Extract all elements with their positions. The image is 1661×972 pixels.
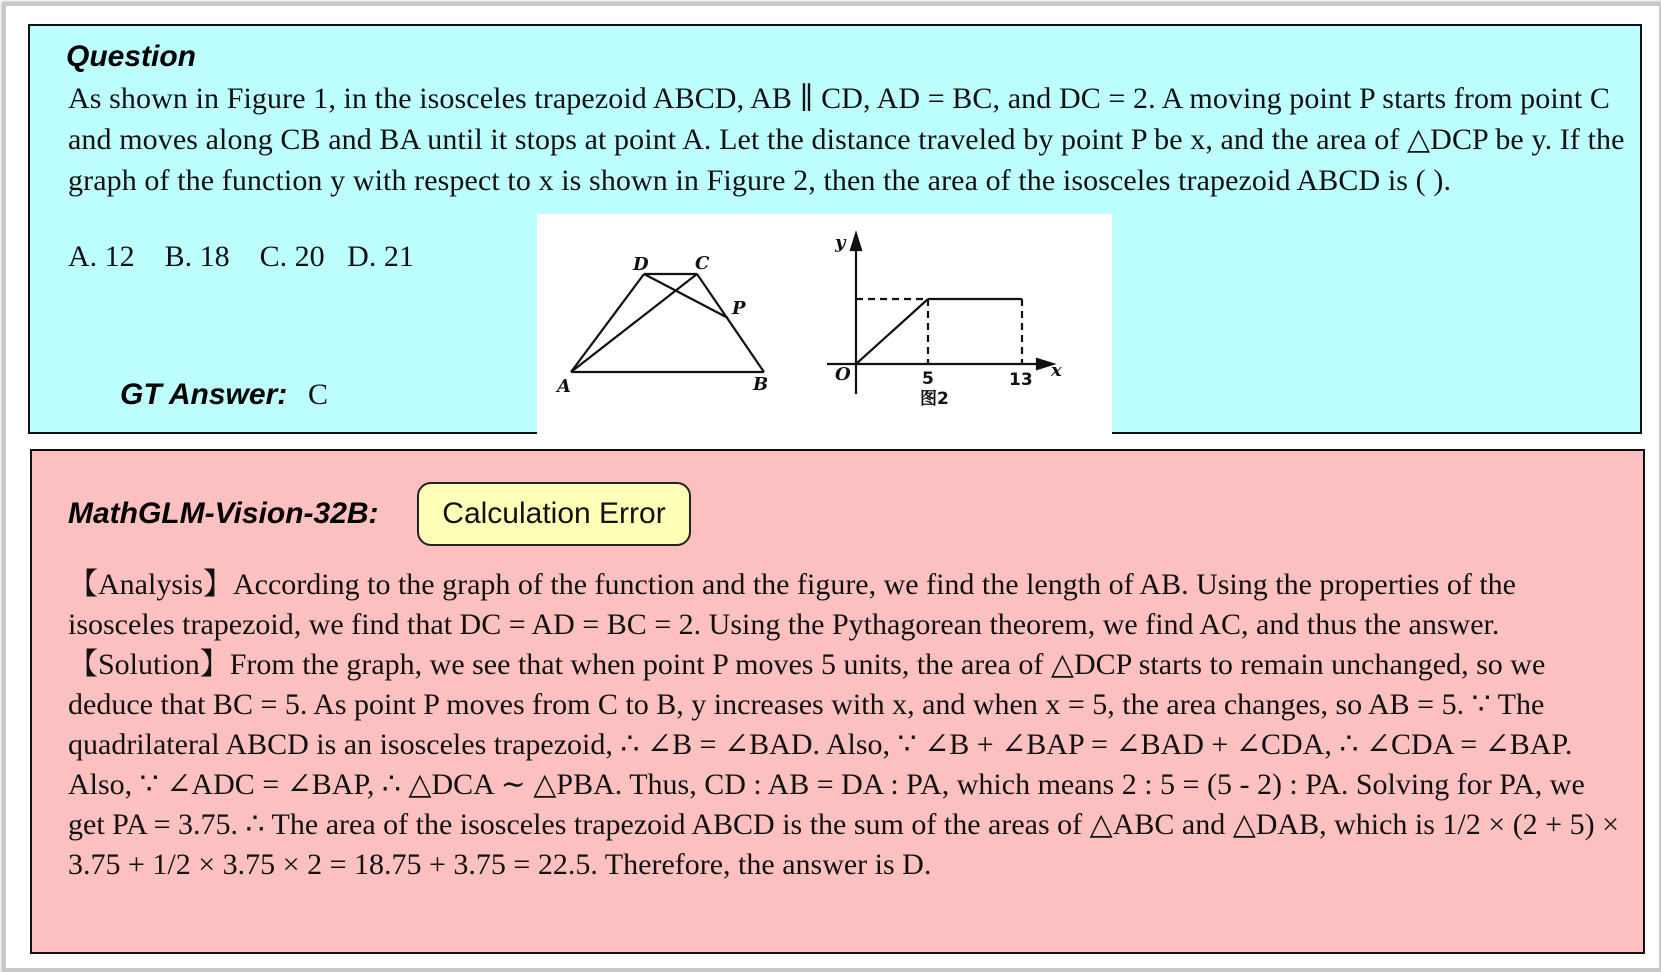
analysis-paragraph: 【Analysis】According to the graph of the function and the figure, we find the length of AB. Using the properties of the isosceles trapezoid, we find that DC = AD = BC = 2. Using the Pythagorean theorem, we find AC, and thus the answer. bbox=[68, 568, 1516, 641]
model-response bbox=[68, 565, 1628, 885]
graph-rising-segment bbox=[856, 299, 928, 364]
error-type-badge: Calculation Error bbox=[417, 482, 691, 546]
label-b: B bbox=[753, 374, 769, 395]
graph-caption: 图2 bbox=[920, 389, 949, 409]
model-name: MathGLM-Vision-32B: bbox=[68, 497, 379, 530]
problem-figures bbox=[537, 214, 1112, 436]
figure-frame bbox=[2, 2, 1661, 972]
side-cb bbox=[697, 274, 764, 372]
model-answer-panel bbox=[30, 449, 1645, 954]
graph-tick-13: 13 bbox=[1009, 370, 1033, 390]
label-d: D bbox=[633, 254, 649, 275]
trapezoid-figure bbox=[571, 274, 764, 372]
graph-x-label: x bbox=[1051, 360, 1062, 381]
question-text: As shown in Figure 1, in the isosceles trapezoid ABCD, AB ∥ CD, AD = BC, and DC = 2. A moving point P starts from point C and moves along CB and BA until it stops at point A. Let the distance traveled by point P be x, and the area of △DCP be y. If the graph of the function y with respect to x is shown in Figure 2, then the area of the isosceles trapezoid ABCD is ( ). bbox=[68, 82, 1625, 197]
figures-svg bbox=[537, 214, 1112, 436]
segment-dp bbox=[644, 274, 728, 318]
answer-options: A. 12 B. 18 C. 20 D. 21 bbox=[68, 240, 414, 273]
graph-origin-label: O bbox=[835, 364, 851, 385]
solution-paragraph: 【Solution】From the graph, we see that when point P moves 5 units, the area of △DCP starts to remain unchanged, so we deduce that BC = 5. As point P moves from C to B, y increases with x, and when x = 5, the area changes, so AB = 5. ∵ The quadrilateral ABCD is an isosceles trapezoid, ∴ ∠B = ∠BAD. Also, ∵ ∠B + ∠BAP = ∠BAD + ∠CDA, ∴ ∠CDA = ∠BAP. Also, ∵ ∠ADC = ∠BAP, ∴ △DCA ∼ △PBA. Thus, CD : AB = DA : PA, which means 2 : 5 = (5 - 2) : PA. Solving for PA, we get PA = 3.75. ∴ The area of the isosceles trapezoid ABCD is the sum of the areas of △ABC and △DAB, which is 1/2 × (2 + 5) × 3.75 + 1/2 × 3.75 × 2 = 18.75 + 3.75 = 22.5. Therefore, the answer is D. bbox=[68, 648, 1620, 881]
gt-answer-label: GT Answer: bbox=[120, 378, 288, 411]
graph-tick-5: 5 bbox=[922, 369, 934, 389]
y-axis-arrow bbox=[851, 234, 861, 250]
label-c: C bbox=[695, 253, 710, 274]
label-a: A bbox=[557, 376, 571, 397]
question-heading: Question bbox=[66, 40, 197, 73]
graph-y-label: y bbox=[835, 232, 846, 253]
question-panel bbox=[28, 24, 1642, 434]
label-p: P bbox=[732, 298, 746, 319]
gt-answer-value: C bbox=[308, 378, 329, 411]
